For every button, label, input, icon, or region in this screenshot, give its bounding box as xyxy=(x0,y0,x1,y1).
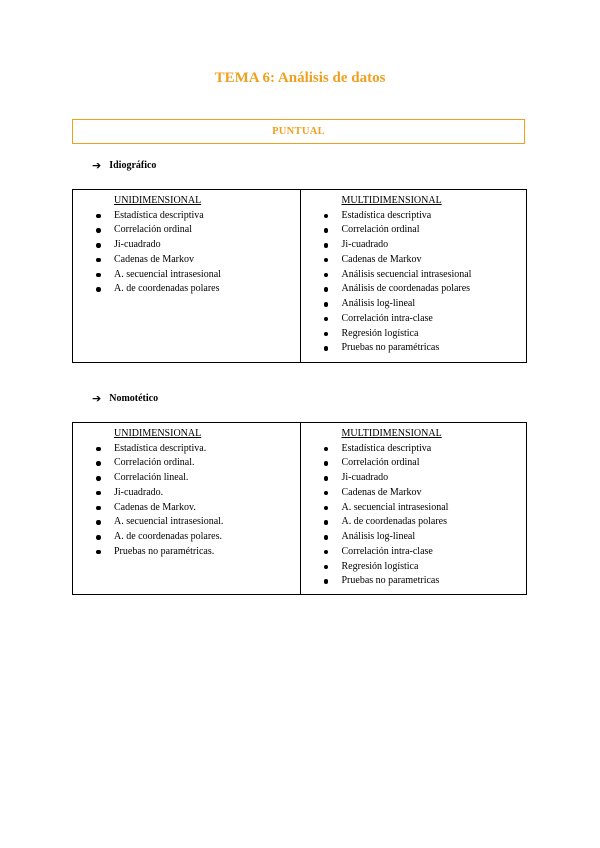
list-item: Cadenas de Markov xyxy=(95,253,296,268)
list-item: A. secuencial intrasesional. xyxy=(95,515,296,530)
list-item: Análisis log-lineal xyxy=(323,297,523,312)
list-item: Análisis secuencial intrasesional xyxy=(323,268,523,283)
list-item: A. de coordenadas polares. xyxy=(95,530,296,545)
list-item: Ji-cuadrado. xyxy=(95,486,296,501)
column-unidimensional xyxy=(73,423,300,594)
table-idiografico xyxy=(72,189,527,363)
item-list xyxy=(323,442,523,590)
page-title: TEMA 6: Análisis de datos xyxy=(214,70,386,86)
list-item: Correlación lineal. xyxy=(95,471,296,486)
column-multidimensional xyxy=(300,190,527,362)
list-item: Ji-cuadrado xyxy=(323,471,523,486)
list-item: Estadística descriptiva xyxy=(323,209,523,224)
list-item: Pruebas no paramétricas. xyxy=(95,545,296,560)
list-item: Estadística descriptiva xyxy=(95,209,296,224)
list-item: A. secuencial intrasesional xyxy=(95,268,296,283)
section-box-label: PUNTUAL xyxy=(272,126,325,137)
item-list xyxy=(323,209,523,357)
list-item: Correlación intra-clase xyxy=(323,312,523,327)
list-item: Correlación ordinal xyxy=(95,223,296,238)
item-list xyxy=(95,442,296,560)
list-item: Análisis de coordenadas polares xyxy=(323,282,523,297)
list-item: A. de coordenadas polares xyxy=(95,282,296,297)
list-item: Regresión logística xyxy=(323,560,523,575)
column-multidimensional xyxy=(300,423,527,594)
heading-nomotetico xyxy=(92,392,158,405)
table-nomotetico xyxy=(72,422,527,595)
arrow-right-icon: ➔ xyxy=(92,159,102,172)
list-item: Cadenas de Markov. xyxy=(95,501,296,516)
list-item: Cadenas de Markov xyxy=(323,486,523,501)
column-header: UNIDIMENSIONAL xyxy=(114,428,202,439)
list-item: Correlación intra-clase xyxy=(323,545,523,560)
list-item: Pruebas no paramétricas xyxy=(323,341,523,356)
heading-label: Idiográfico xyxy=(109,160,157,171)
section-box-puntual xyxy=(72,119,525,144)
list-item: Estadística descriptiva xyxy=(323,442,523,457)
item-list xyxy=(95,209,296,298)
column-header: MULTIDIMENSIONAL xyxy=(341,428,442,439)
arrow-right-icon: ➔ xyxy=(92,392,102,405)
list-item: Cadenas de Markov xyxy=(323,253,523,268)
list-item: A. secuencial intrasesional xyxy=(323,501,523,516)
list-item: Correlación ordinal. xyxy=(95,456,296,471)
list-item: Estadística descriptiva. xyxy=(95,442,296,457)
list-item: Pruebas no parametricas xyxy=(323,574,523,589)
list-item: Correlación ordinal xyxy=(323,456,523,471)
list-item: Análisis log-lineal xyxy=(323,530,523,545)
column-header: MULTIDIMENSIONAL xyxy=(341,195,442,206)
heading-idiografico xyxy=(92,159,156,172)
list-item: Regresión logística xyxy=(323,327,523,342)
list-item: Correlación ordinal xyxy=(323,223,523,238)
list-item: A. de coordenadas polares xyxy=(323,515,523,530)
heading-label: Nomotético xyxy=(109,393,159,404)
list-item: Ji-cuadrado xyxy=(95,238,296,253)
column-unidimensional xyxy=(73,190,300,362)
list-item: Ji-cuadrado xyxy=(323,238,523,253)
column-header: UNIDIMENSIONAL xyxy=(114,195,202,206)
